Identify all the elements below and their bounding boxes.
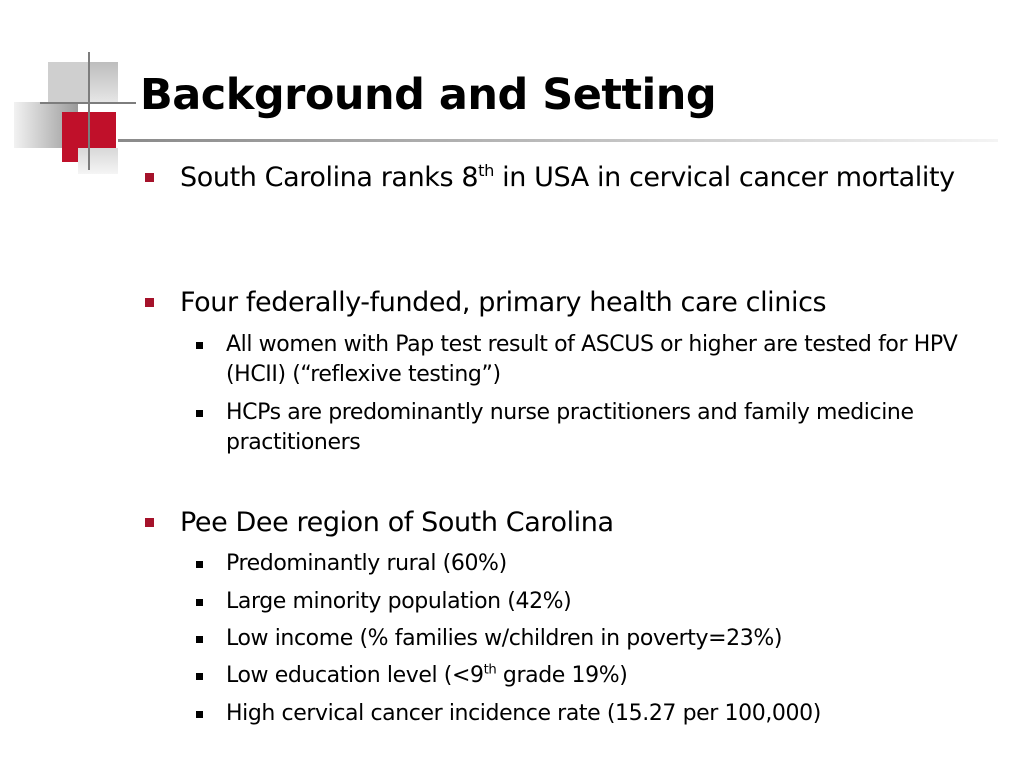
sub-bullet-item — [226, 398, 926, 458]
bullet-item — [180, 285, 960, 321]
square-bullet-icon — [196, 410, 203, 417]
sub-bullet-text: All women with Pap test result of ASCUS or higher are tested for HPV (HCII) (“reflexive testing”) — [226, 332, 958, 387]
sub-bullet-text: Predominantly rural (60%) — [226, 551, 507, 576]
logo-vertical-line — [88, 52, 90, 170]
bullet-text: Four federally-funded, primary health care clinics — [180, 287, 827, 318]
sub-bullet-text: Low income (% families w/children in poverty=23%) — [226, 626, 783, 651]
sub-bullet-item — [226, 699, 1006, 729]
bullet-text: South Carolina ranks 8th in USA in cervical cancer mortality — [180, 161, 955, 193]
logo-shadow — [78, 148, 118, 174]
slide-title: Background and Setting — [140, 70, 717, 120]
sub-bullet-text: HCPs are predominantly nurse practitioners and family medicine practitioners — [226, 400, 914, 455]
sub-bullet-item — [226, 330, 996, 390]
square-bullet-icon — [145, 173, 154, 182]
square-bullet-icon — [145, 518, 154, 527]
bullet-item — [180, 505, 960, 541]
sub-bullet-item — [226, 624, 1006, 654]
square-bullet-icon — [196, 599, 203, 606]
sub-bullet-text: Low education level (<9th grade 19%) — [226, 662, 628, 688]
sub-bullet-text: High cervical cancer incidence rate (15.27 per 100,000) — [226, 701, 821, 726]
bullet-item — [180, 160, 960, 196]
sub-bullet-item — [226, 549, 1006, 579]
square-bullet-icon — [196, 342, 203, 349]
logo-square-gray — [90, 62, 118, 102]
sub-bullet-item — [226, 661, 1006, 691]
bullet-text: Pee Dee region of South Carolina — [180, 507, 614, 538]
square-bullet-icon — [196, 673, 203, 680]
sub-bullet-item — [226, 587, 1006, 617]
logo-square-gray — [48, 62, 88, 102]
sub-bullet-text: Large minority population (42%) — [226, 589, 572, 614]
square-bullet-icon — [196, 561, 203, 568]
logo-graphic — [0, 0, 140, 180]
square-bullet-icon — [196, 636, 203, 643]
square-bullet-icon — [196, 711, 203, 718]
square-bullet-icon — [145, 298, 154, 307]
logo-horizontal-line — [40, 102, 136, 104]
title-underline — [118, 139, 998, 142]
